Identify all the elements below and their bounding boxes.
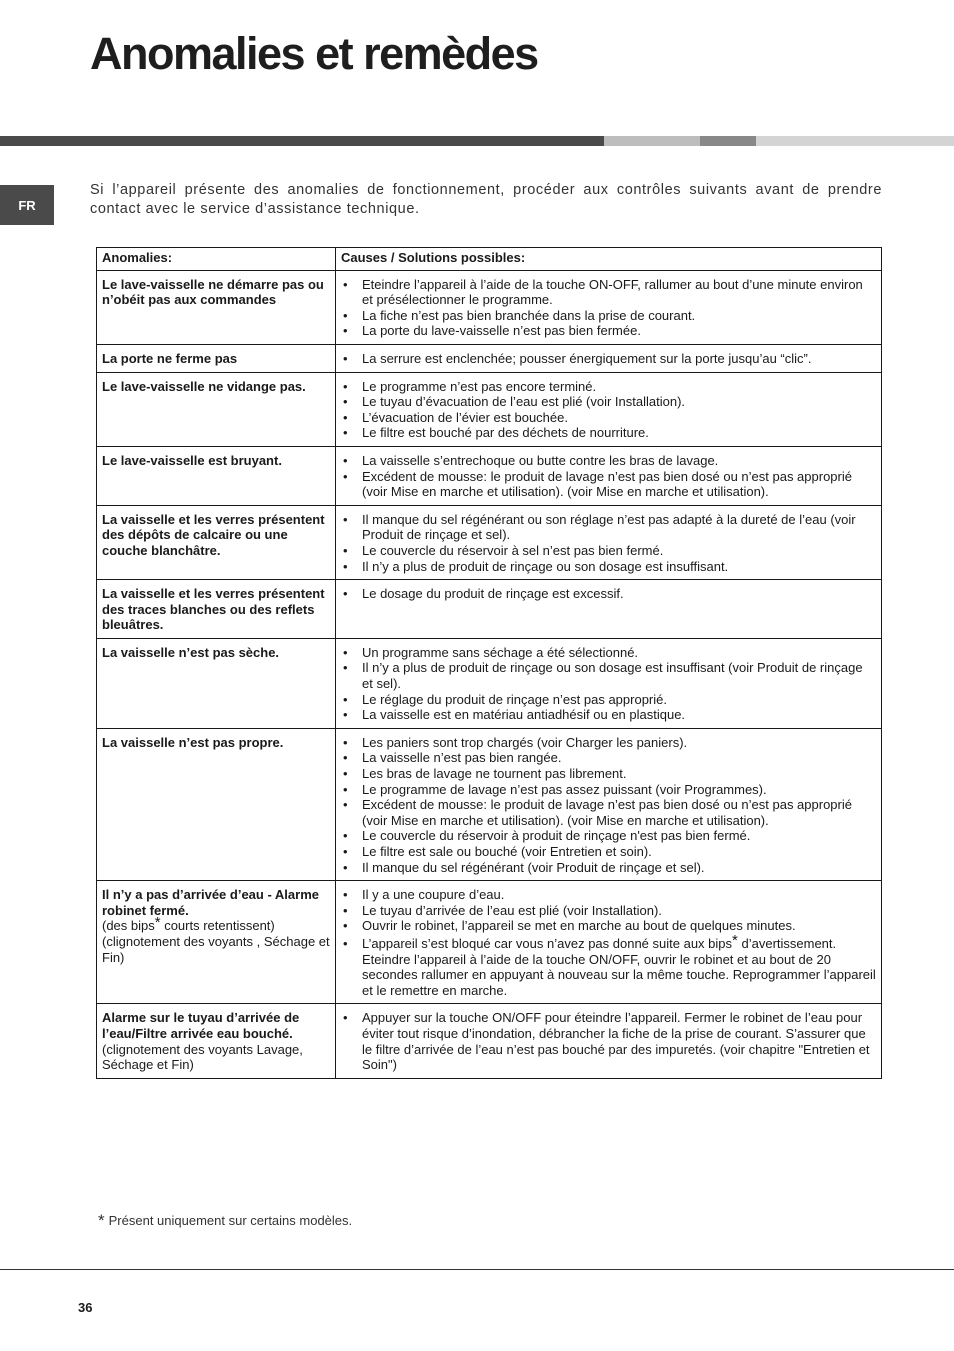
anomaly-title: Le lave-vaisselle est bruyant. [102,452,282,468]
causes-cell [336,638,882,728]
causes-cell [336,446,882,505]
list-item: • Eteindre l’appareil à l’aide de la touche ON-OFF, rallumer au bout d’une minute environ et présélectionner le programme. [341,277,876,308]
table-row [97,1004,882,1078]
list-item: • Un programme sans séchage a été sélectionné. [341,645,876,661]
table-row [97,505,882,579]
footnote-star: * [732,931,738,949]
list-item: • Le filtre est sale ou bouché (voir Entretien et soin). [341,844,876,860]
list-item: • La porte du lave-vaisselle n’est pas bien fermée. [341,323,876,339]
anomaly-title: Alarme sur le tuyau d’arrivée de l’eau/Filtre arrivée eau bouché. [102,1010,300,1041]
cause-text-end: d’avertissement. Eteindre l’appareil à l’aide de la touche ON/OFF, ouvrir le robinet et au bout de 20 secondes rallumer en appuyant à nouveau sur la même touche. Reprogrammer l’appareil et le remettre en marche. [362,935,876,998]
list-item: • Le tuyau d’arrivée de l’eau est plié (voir Installation). [341,903,876,919]
causes-list [341,586,876,602]
list-item: • Appuyer sur la touche ON/OFF pour éteindre l’appareil. Fermer le robinet de l’eau pour éviter tout risque d’inondation, débrancher la fiche de la prise de courant. S’assurer que le filtre d’arrivée de l’eau n’est pas bouché par des impuretés. (voir chapitre "Entretien et Soin") [341,1010,876,1072]
anomaly-title: La porte ne ferme pas [102,350,238,366]
anomaly-title: La vaisselle n’est pas propre. [102,734,284,750]
causes-cell [336,505,882,579]
anomaly-title: Le lave-vaisselle ne démarre pas ou n’obéit pas aux commandes [102,276,324,308]
list-item: • Le filtre est bouché par des déchets de nourriture. [341,425,876,441]
list-item: • Excédent de mousse: le produit de lavage n’est pas bien dosé ou n’est pas approprié (voir Mise en marche et utilisation). (voir Mise en marche et utilisation). [341,797,876,828]
footnote-symbol: * [98,1211,105,1230]
table-row [97,580,882,639]
header-bar-mid [700,136,756,146]
anomaly-cell [97,446,336,505]
list-item: • Il n’y a plus de produit de rinçage ou son dosage est insuffisant (voir Produit de rinçage et sel). [341,660,876,691]
footnote-star: * [154,914,161,932]
anomaly-title: La vaisselle n’est pas sèche. [102,644,280,660]
table-header-row [97,248,882,271]
causes-list [341,453,876,500]
causes-list [341,379,876,441]
anomaly-note [102,914,330,965]
anomaly-cell [97,728,336,880]
list-item: • Il manque du sel régénérant (voir Produit de rinçage et sel). [341,860,876,876]
causes-cell [336,270,882,344]
list-item: • Le dosage du produit de rinçage est excessif. [341,586,876,602]
anomaly-cell [97,344,336,372]
anomaly-title: La vaisselle et les verres présentent des dépôts de calcaire ou une couche blanchâtre. [102,511,325,558]
list-item: • Le tuyau d’évacuation de l’eau est plié (voir Installation). [341,394,876,410]
list-item: • Le programme de lavage n’est pas assez puissant (voir Programmes). [341,782,876,798]
causes-list [341,351,876,367]
causes-list [341,645,876,723]
anomaly-note-start: (des bips [102,918,155,934]
header-color-bar [0,136,954,146]
causes-list [341,887,876,998]
list-item: • La vaisselle n’est pas bien rangée. [341,750,876,766]
list-item: • Il manque du sel régénérant ou son réglage n’est pas adapté à la dureté de l’eau (voir Produit de rinçage et sel). [341,512,876,543]
header-anomalies: Anomalies: [97,248,336,271]
anomaly-title: La vaisselle et les verres présentent des traces blanches ou des reflets bleuâtres. [102,586,325,633]
causes-cell [336,580,882,639]
list-item [341,931,876,998]
causes-list [341,512,876,574]
footnote [98,1211,352,1231]
anomaly-cell [97,881,336,1004]
anomaly-cell [97,580,336,639]
list-item: • L’évacuation de l’évier est bouchée. [341,410,876,426]
causes-list [341,277,876,339]
anomaly-cell [97,505,336,579]
anomaly-note-end: courts retentissent) (clignotement des voyants , Séchage et Fin) [102,918,330,965]
table-row [97,270,882,344]
page-number: 36 [78,1300,93,1315]
list-item: • La serrure est enclenchée; pousser énergiquement sur la porte jusqu’au “clic”. [341,351,876,367]
header-bar-pale [756,136,954,146]
troubleshooting-table [96,247,882,1079]
causes-cell [336,1004,882,1078]
footnote-text: Présent uniquement sur certains modèles. [108,1213,353,1228]
list-item: • Ouvrir le robinet, l’appareil se met en marche au bout de quelques minutes. [341,918,876,934]
list-item: • La vaisselle est en matériau antiadhésif ou en plastique. [341,707,876,723]
list-item: • Le réglage du produit de rinçage n’est pas approprié. [341,692,876,708]
table-row [97,638,882,728]
list-item: • Le couvercle du réservoir à produit de rinçage n'est pas bien fermé. [341,828,876,844]
table-row [97,728,882,880]
anomaly-title: Le lave-vaisselle ne vidange pas. [102,378,306,394]
list-item: • La vaisselle s’entrechoque ou butte contre les bras de lavage. [341,453,876,469]
table-row [97,446,882,505]
causes-cell [336,881,882,1004]
anomaly-note: (clignotement des voyants Lavage, Séchage et Fin) [102,1041,303,1073]
footer-rule [0,1269,954,1270]
anomaly-cell [97,638,336,728]
list-item: • Excédent de mousse: le produit de lavage n’est pas bien dosé ou n’est pas approprié (voir Mise en marche et utilisation). (voir Mise en marche et utilisation). [341,469,876,500]
table-row [97,344,882,372]
header-causes: Causes / Solutions possibles: [336,248,882,271]
anomaly-cell [97,372,336,446]
table-row [97,881,882,1004]
list-item: • Le programme n’est pas encore terminé. [341,379,876,395]
causes-list [341,735,876,875]
list-item: • Il n’y a plus de produit de rinçage ou son dosage est insuffisant. [341,559,876,575]
list-item: • Les paniers sont trop chargés (voir Charger les paniers). [341,735,876,751]
cause-text-start: L’appareil s’est bloqué car vous n’avez pas donné suite aux bips [362,935,733,951]
anomaly-title: Il n’y a pas d’arrivée d’eau - Alarme robinet fermé. [102,887,320,918]
header-bar-light [604,136,700,146]
intro-paragraph: Si l’appareil présente des anomalies de fonctionnement, procéder aux contrôles suivants avant de prendre contact avec le service d’assistance technique. [90,182,882,217]
table-row [97,372,882,446]
list-item: • Les bras de lavage ne tournent pas librement. [341,766,876,782]
anomaly-cell [97,270,336,344]
anomaly-cell [97,1004,336,1078]
causes-cell [336,372,882,446]
causes-cell [336,344,882,372]
causes-cell [336,728,882,880]
list-item: • Il y a une coupure d’eau. [341,887,876,903]
list-item: • Le couvercle du réservoir à sel n’est pas bien fermé. [341,543,876,559]
causes-list [341,1010,876,1072]
list-item: • La fiche n’est pas bien branchée dans la prise de courant. [341,308,876,324]
header-bar-dark [0,136,604,146]
page-title: Anomalies et remèdes [90,28,538,79]
language-tab: FR [0,185,54,225]
